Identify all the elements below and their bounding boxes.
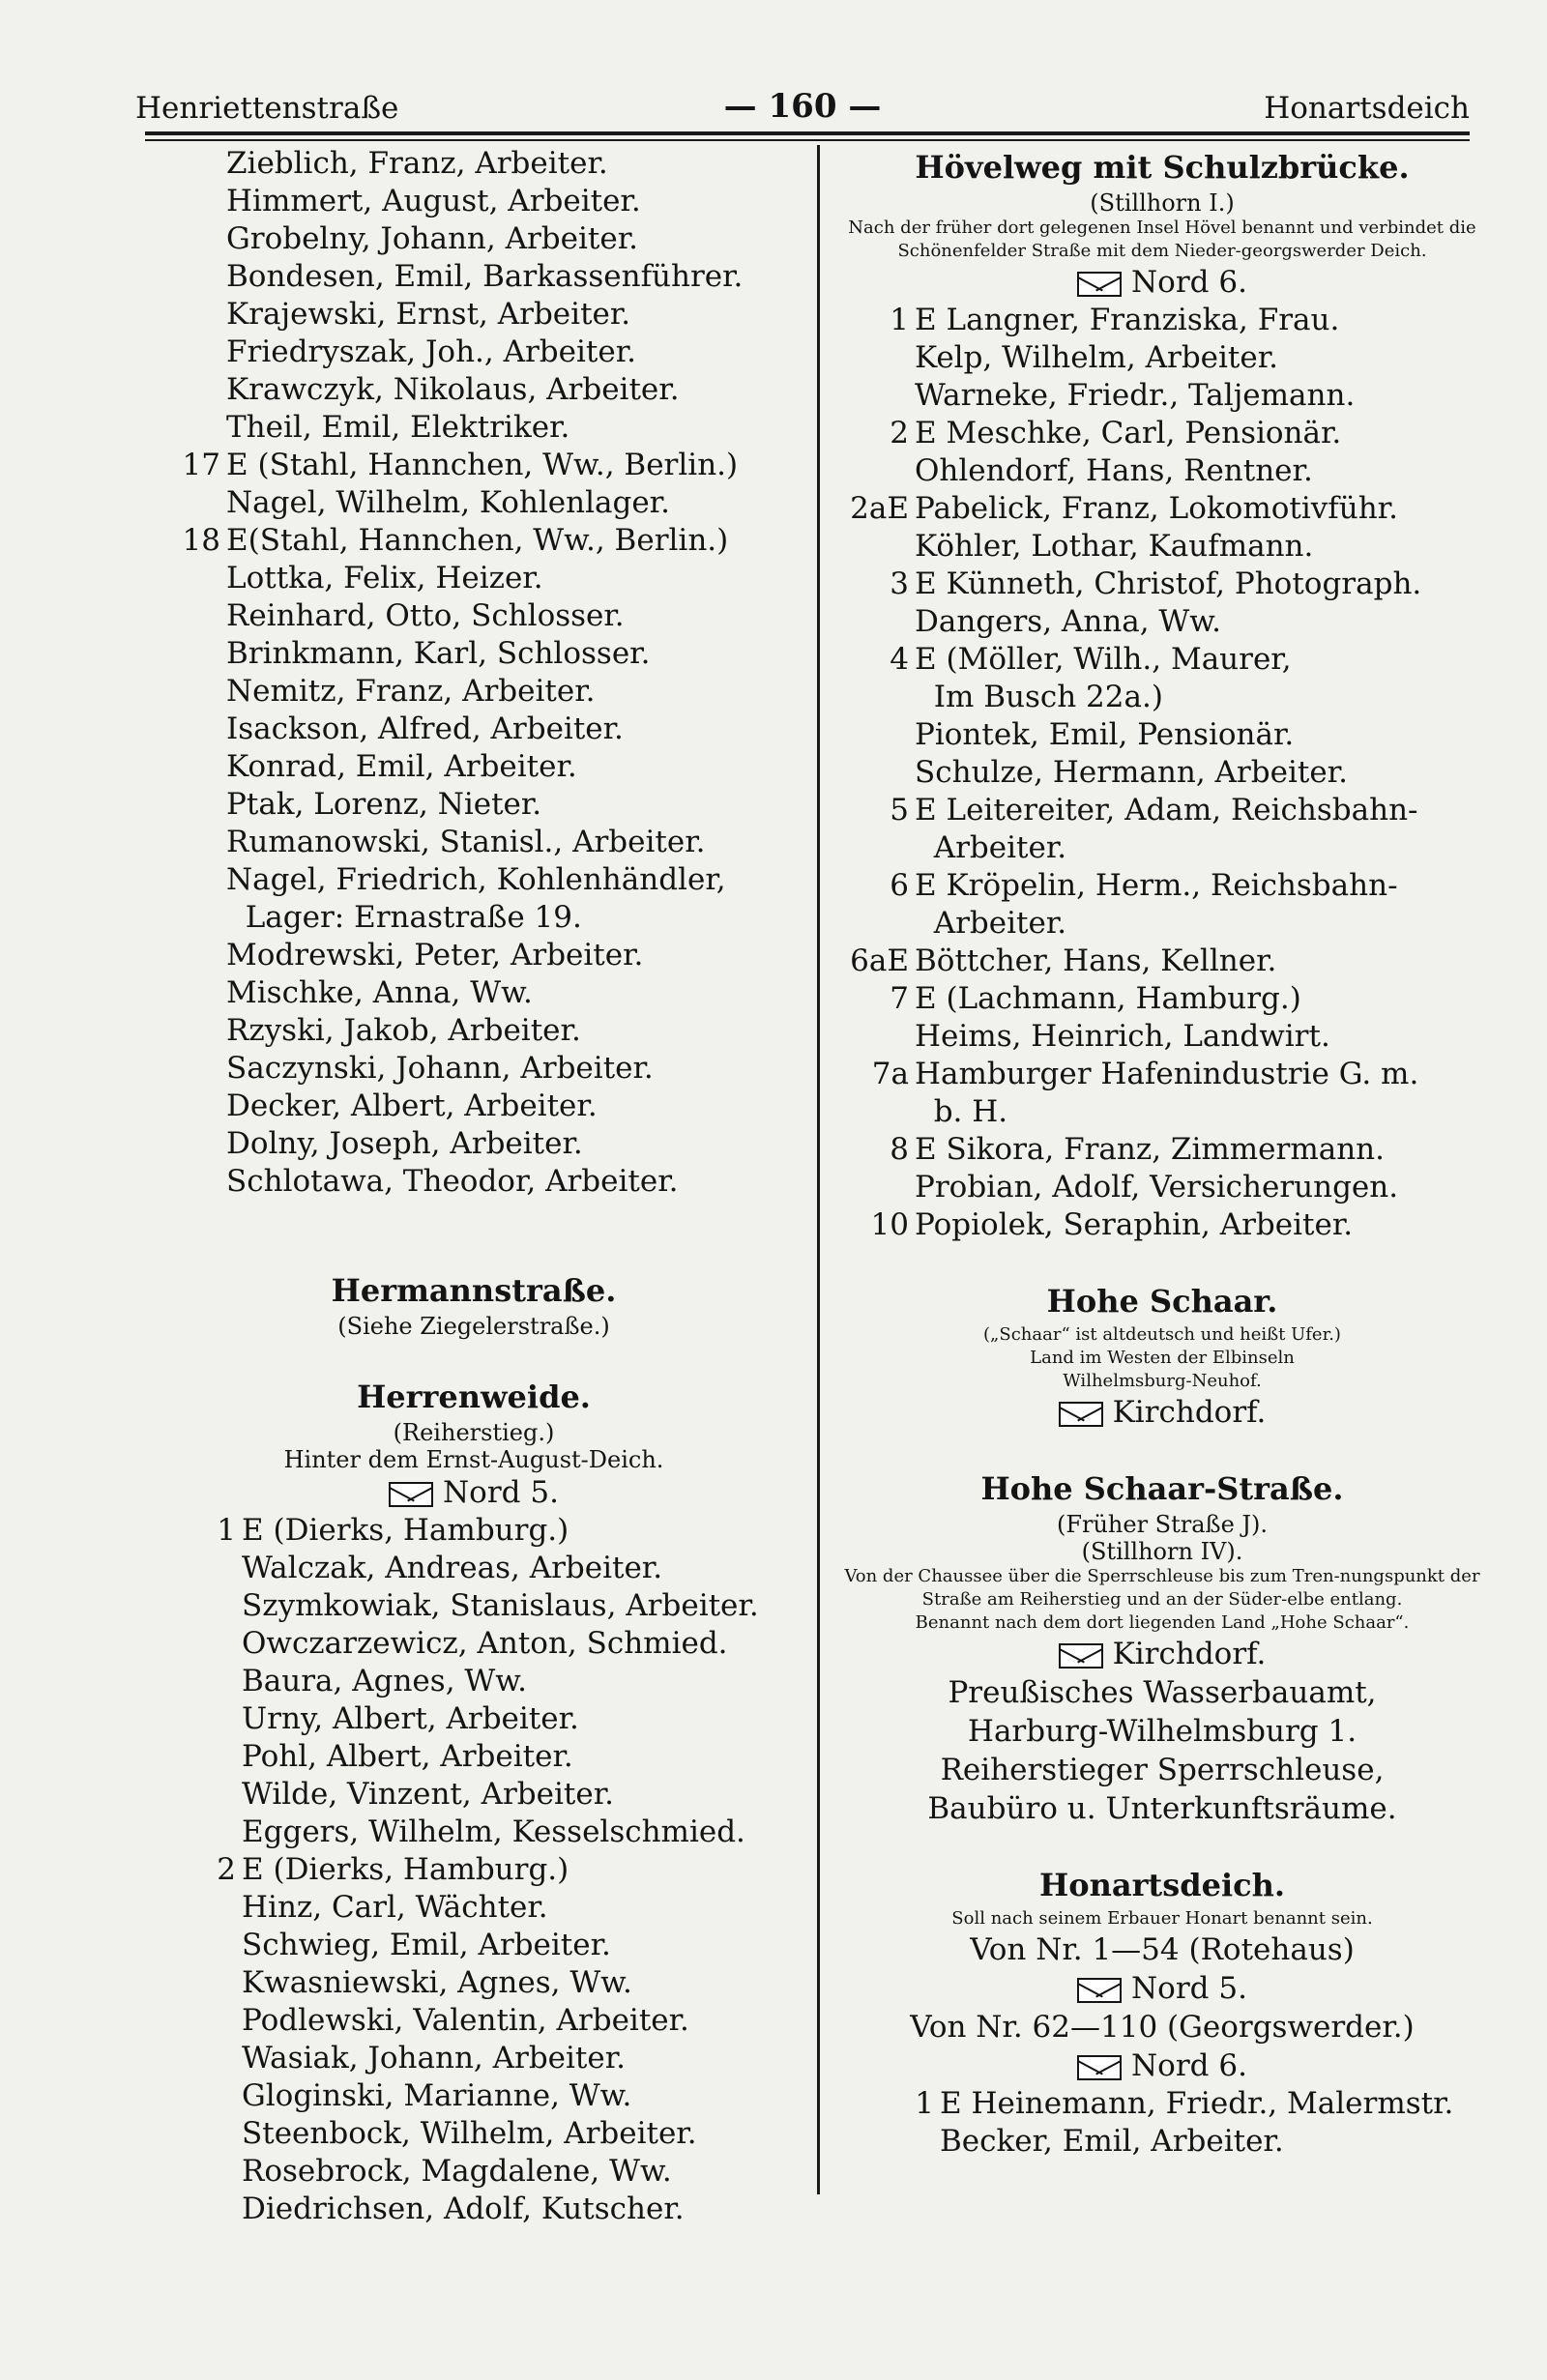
house-number: 1 bbox=[217, 1513, 236, 1548]
entry-text: Lager: Ernastraße 19. bbox=[226, 900, 582, 935]
entry-text: Mischke, Anna, Ww. bbox=[226, 975, 533, 1010]
list-item bbox=[145, 2191, 803, 2228]
entry-text: Probian, Adolf, Versicherungen. bbox=[915, 1170, 1399, 1205]
list-item bbox=[145, 673, 803, 711]
list-item bbox=[833, 1056, 1491, 1093]
list-item bbox=[833, 1131, 1491, 1169]
list-item bbox=[145, 334, 803, 371]
list-item bbox=[145, 937, 803, 974]
list-item bbox=[145, 1625, 803, 1663]
column-divider bbox=[817, 145, 820, 2194]
section-heading-hohe-schaar-strasse: Hohe Schaar-Straße. bbox=[980, 1470, 1344, 1507]
header-left-street: Henriettenstraße bbox=[135, 91, 399, 126]
house-number: 3 bbox=[890, 566, 909, 601]
list-item bbox=[833, 867, 1491, 905]
entry-text: Himmert, August, Arbeiter. bbox=[226, 184, 641, 218]
postal-district-hohe-schaar: Kirchdorf. bbox=[833, 1393, 1491, 1432]
section-note-hohe-schaar-1: („Schaar“ ist altdeutsch und heißt Ufer.) bbox=[983, 1324, 1341, 1345]
entry-text: Ohlendorf, Hans, Rentner. bbox=[915, 453, 1313, 488]
list-item bbox=[145, 1512, 803, 1550]
section-heading-honartsdeich: Honartsdeich. bbox=[1038, 1867, 1285, 1903]
list-item bbox=[833, 302, 1491, 339]
section-sub-hohe-schaar-strasse-1: (Früher Straße J). bbox=[1056, 1511, 1269, 1538]
house-number: 17 bbox=[182, 448, 220, 482]
list-item bbox=[833, 377, 1491, 415]
list-item bbox=[833, 829, 1491, 867]
entry-text: E Leitereiter, Adam, Reichsbahn- bbox=[915, 793, 1418, 827]
list-item bbox=[833, 641, 1491, 679]
list-item bbox=[145, 183, 803, 220]
postal-district-herrenweide: Nord 5. bbox=[145, 1473, 803, 1512]
entry-text: E Meschke, Carl, Pensionär. bbox=[915, 416, 1342, 450]
header-right-street: Honartsdeich bbox=[1264, 91, 1470, 126]
list-item bbox=[145, 2002, 803, 2040]
entry-text: Dolny, Joseph, Arbeiter. bbox=[226, 1126, 583, 1161]
entry-text: Baura, Agnes, Ww. bbox=[242, 1664, 527, 1698]
section-sub-herrenweide: (Reiherstieg.) bbox=[393, 1419, 555, 1446]
list-item bbox=[145, 1776, 803, 1814]
entry-text: Reinhard, Otto, Schlosser. bbox=[226, 598, 625, 633]
list-item bbox=[833, 716, 1491, 754]
list-item bbox=[145, 1663, 803, 1700]
entry-text: Owczarzewicz, Anton, Schmied. bbox=[242, 1626, 728, 1661]
list-item bbox=[145, 522, 803, 560]
house-number: 6 bbox=[890, 868, 909, 903]
section-location-herrenweide: Hinter dem Ernst-August-Deich. bbox=[283, 1446, 664, 1473]
entry-text: E (Dierks, Hamburg.) bbox=[242, 1852, 569, 1887]
list-item bbox=[145, 1012, 803, 1050]
list-item bbox=[833, 603, 1491, 641]
list-item bbox=[833, 1093, 1491, 1131]
envelope-icon bbox=[1059, 1402, 1103, 1427]
list-item bbox=[833, 754, 1491, 792]
list-item bbox=[833, 1206, 1491, 1244]
section-heading-herrenweide: Herrenweide. bbox=[357, 1379, 591, 1415]
list-item bbox=[145, 447, 803, 484]
entry-text: Ptak, Lorenz, Nieter. bbox=[226, 787, 542, 822]
entry-text: E (Dierks, Hamburg.) bbox=[242, 1513, 569, 1548]
entry-text: Arbeiter. bbox=[915, 906, 1067, 941]
list-item bbox=[145, 1700, 803, 1738]
left-column bbox=[145, 145, 803, 2228]
envelope-icon bbox=[389, 1482, 433, 1507]
hohe-schaar-strasse-line: Harburg-Wilhelmsburg 1. bbox=[967, 1714, 1357, 1749]
entry-text: Becker, Emil, Arbeiter. bbox=[940, 2124, 1284, 2159]
section-sub-hohe-schaar-strasse-2: (Stillhorn IV). bbox=[1081, 1538, 1243, 1565]
list-item bbox=[833, 490, 1491, 528]
entry-text: Im Busch 22a.) bbox=[915, 680, 1163, 714]
entry-text: Diedrichsen, Adolf, Kutscher. bbox=[242, 2191, 685, 2226]
list-item bbox=[145, 2040, 803, 2077]
list-item bbox=[145, 861, 803, 899]
entry-text: Dangers, Anna, Ww. bbox=[915, 604, 1222, 639]
entry-text: Schlotawa, Theodor, Arbeiter. bbox=[226, 1164, 679, 1199]
list-item bbox=[145, 1088, 803, 1125]
envelope-icon bbox=[1059, 1643, 1103, 1669]
entry-text: Pohl, Albert, Arbeiter. bbox=[242, 1739, 573, 1774]
house-number: 18 bbox=[182, 523, 220, 558]
entry-text: Rzyski, Jakob, Arbeiter. bbox=[226, 1013, 581, 1048]
hohe-schaar-strasse-line: Reiherstieger Sperrschleuse, bbox=[940, 1753, 1385, 1787]
list-item bbox=[833, 566, 1491, 603]
hoevelweg-list bbox=[833, 302, 1491, 1244]
list-item bbox=[833, 452, 1491, 490]
entry-text: Rumanowski, Stanisl., Arbeiter. bbox=[226, 825, 706, 859]
list-item bbox=[145, 2077, 803, 2115]
entry-text: Szymkowiak, Stanislaus, Arbeiter. bbox=[242, 1588, 759, 1623]
list-item bbox=[145, 899, 803, 937]
envelope-icon bbox=[1077, 2055, 1122, 2080]
range-honartsdeich-1: Von Nr. 1—54 (Rotehaus) bbox=[970, 1932, 1355, 1967]
entry-text: Eggers, Wilhelm, Kesselschmied. bbox=[242, 1814, 745, 1849]
section-note-hohe-schaar-3: Wilhelmsburg-Neuhof. bbox=[1063, 1371, 1262, 1391]
list-item bbox=[145, 1889, 803, 1927]
entry-text: Pabelick, Franz, Lokomotivführ. bbox=[915, 491, 1398, 526]
entry-text: Hinz, Carl, Wächter. bbox=[242, 1890, 548, 1925]
entry-text: E (Möller, Wilh., Maurer, bbox=[915, 642, 1292, 677]
entry-text: Saczynski, Johann, Arbeiter. bbox=[226, 1051, 654, 1086]
section-heading-hohe-schaar: Hohe Schaar. bbox=[1046, 1283, 1278, 1320]
list-item bbox=[833, 415, 1491, 452]
house-number: 7a bbox=[871, 1057, 909, 1091]
house-number: 5 bbox=[890, 793, 909, 827]
range-honartsdeich-2: Von Nr. 62—110 (Georgswerder.) bbox=[910, 2010, 1415, 2045]
entry-text: Urny, Albert, Arbeiter. bbox=[242, 1701, 579, 1736]
entry-text: Lottka, Felix, Heizer. bbox=[226, 561, 543, 595]
entry-text: b. H. bbox=[915, 1094, 1008, 1129]
entry-text: Bondesen, Emil, Barkassenführer. bbox=[226, 259, 744, 294]
list-item bbox=[145, 560, 803, 597]
section-sub-hoevelweg: (Stillhorn I.) bbox=[1090, 189, 1235, 217]
entry-text: Piontek, Emil, Pensionär. bbox=[915, 717, 1295, 752]
entry-text: E Kröpelin, Herm., Reichsbahn- bbox=[915, 868, 1398, 903]
list-item bbox=[833, 1169, 1491, 1206]
list-item bbox=[833, 2085, 1491, 2123]
section-note-hohe-schaar-strasse-2: Benannt nach dem dort liegenden Land „Hohe Schaar“. bbox=[915, 1612, 1410, 1633]
entry-text: Krawczyk, Nikolaus, Arbeiter. bbox=[226, 372, 680, 407]
list-item bbox=[145, 371, 803, 409]
henriette-continued-list bbox=[145, 145, 803, 1201]
house-number: 6aE bbox=[850, 943, 909, 978]
entry-text: Schulze, Hermann, Arbeiter. bbox=[915, 755, 1348, 790]
house-number: 2 bbox=[890, 416, 909, 450]
entry-text: Nagel, Wilhelm, Kohlenlager. bbox=[226, 485, 670, 520]
entry-text: Zieblich, Franz, Arbeiter. bbox=[226, 146, 608, 181]
entry-text: Konrad, Emil, Arbeiter. bbox=[226, 749, 577, 784]
honartsdeich-list bbox=[833, 2085, 1491, 2161]
entry-text: E (Lachmann, Hamburg.) bbox=[915, 981, 1301, 1016]
section-note-hohe-schaar-2: Land im Westen der Elbinseln bbox=[1030, 1348, 1295, 1368]
section-note-hoevelweg: Nach der früher dort gelegenen Insel Hövel benannt und verbindet die Schönenfelder Straße mit dem Nieder-georgswerder Deich. bbox=[848, 218, 1476, 261]
house-number: 8 bbox=[890, 1132, 909, 1167]
hohe-schaar-strasse-line: Baubüro u. Unterkunftsräume. bbox=[927, 1791, 1397, 1826]
house-number: 7 bbox=[890, 981, 909, 1016]
list-item bbox=[145, 1163, 803, 1201]
list-item bbox=[145, 1125, 803, 1163]
postal-district-hoevelweg: Nord 6. bbox=[833, 263, 1491, 302]
house-number: 10 bbox=[870, 1207, 909, 1242]
entry-text: Köhler, Lothar, Kaufmann. bbox=[915, 529, 1314, 564]
envelope-icon bbox=[1077, 272, 1122, 297]
list-item bbox=[833, 943, 1491, 980]
entry-text: Wilde, Vinzent, Arbeiter. bbox=[242, 1777, 614, 1812]
entry-text: E (Stahl, Hannchen, Ww., Berlin.) bbox=[226, 448, 739, 482]
entry-text: Krajewski, Ernst, Arbeiter. bbox=[226, 297, 631, 332]
entry-text: Arbeiter. bbox=[915, 830, 1067, 865]
list-item bbox=[145, 296, 803, 334]
list-item bbox=[145, 1927, 803, 1964]
list-item bbox=[833, 792, 1491, 829]
list-item bbox=[145, 220, 803, 258]
list-item bbox=[145, 145, 803, 183]
header-rule-thin bbox=[145, 139, 1470, 141]
right-column bbox=[833, 145, 1491, 2161]
entry-text: Popiolek, Seraphin, Arbeiter. bbox=[915, 1207, 1354, 1242]
list-item bbox=[833, 2123, 1491, 2161]
entry-text: E Langner, Franziska, Frau. bbox=[915, 303, 1340, 337]
list-item bbox=[833, 1018, 1491, 1056]
entry-text: Isackson, Alfred, Arbeiter. bbox=[226, 711, 624, 746]
entry-text: Walczak, Andreas, Arbeiter. bbox=[242, 1551, 663, 1585]
house-number: 4 bbox=[890, 642, 909, 677]
house-number: 1 bbox=[890, 303, 909, 337]
postal-district-honartsdeich-2: Nord 6. bbox=[833, 2046, 1491, 2085]
entry-text: Heims, Heinrich, Landwirt. bbox=[915, 1019, 1330, 1054]
entry-text: E Sikora, Franz, Zimmermann. bbox=[915, 1132, 1385, 1167]
entry-text: Friedryszak, Joh., Arbeiter. bbox=[226, 334, 636, 369]
entry-text: Schwieg, Emil, Arbeiter. bbox=[242, 1928, 611, 1962]
list-item bbox=[833, 339, 1491, 377]
list-item bbox=[145, 1964, 803, 2002]
postal-district-hohe-schaar-strasse: Kirchdorf. bbox=[833, 1635, 1491, 1673]
entry-text: Warneke, Friedr., Taljemann. bbox=[915, 378, 1356, 413]
list-item bbox=[145, 2153, 803, 2191]
house-number: 2 bbox=[217, 1852, 236, 1887]
list-item bbox=[145, 786, 803, 824]
list-item bbox=[145, 635, 803, 673]
entry-text: Brinkmann, Karl, Schlosser. bbox=[226, 636, 651, 671]
list-item bbox=[833, 528, 1491, 566]
herrenweide-list bbox=[145, 1512, 803, 2228]
list-item bbox=[145, 409, 803, 447]
list-item bbox=[145, 2115, 803, 2153]
section-heading-hermannstrasse: Hermannstraße. bbox=[331, 1272, 617, 1309]
list-item bbox=[145, 484, 803, 522]
list-item bbox=[833, 980, 1491, 1018]
entry-text: Rosebrock, Magdalene, Ww. bbox=[242, 2154, 672, 2189]
list-item bbox=[145, 1587, 803, 1625]
list-item bbox=[145, 258, 803, 296]
list-item bbox=[145, 1814, 803, 1851]
entry-text: Kwasniewski, Agnes, Ww. bbox=[242, 1965, 632, 2000]
entry-text: Decker, Albert, Arbeiter. bbox=[226, 1088, 598, 1123]
list-item bbox=[145, 1738, 803, 1776]
envelope-icon bbox=[1077, 1978, 1122, 2003]
entry-text: Hamburger Hafenindustrie G. m. bbox=[915, 1057, 1419, 1091]
postal-district-honartsdeich-1: Nord 5. bbox=[833, 1969, 1491, 2008]
entry-text: E(Stahl, Hannchen, Ww., Berlin.) bbox=[226, 523, 729, 558]
list-item bbox=[833, 679, 1491, 716]
entry-text: Wasiak, Johann, Arbeiter. bbox=[242, 2041, 627, 2075]
section-note-honartsdeich: Soll nach seinem Erbauer Honart benannt sein. bbox=[951, 1908, 1373, 1929]
house-number: 1 bbox=[915, 2086, 934, 2121]
entry-text: Modrewski, Peter, Arbeiter. bbox=[226, 938, 644, 972]
section-note-hermannstrasse: (Siehe Ziegelerstraße.) bbox=[337, 1313, 610, 1340]
entry-text: Gloginski, Marianne, Ww. bbox=[242, 2078, 632, 2113]
header-rule bbox=[145, 131, 1470, 135]
list-item bbox=[145, 1050, 803, 1088]
list-item bbox=[833, 905, 1491, 943]
page-header bbox=[135, 83, 1470, 131]
entry-text: Theil, Emil, Elektriker. bbox=[226, 410, 570, 445]
entry-text: Kelp, Wilhelm, Arbeiter. bbox=[915, 340, 1278, 375]
entry-text: Nemitz, Franz, Arbeiter. bbox=[226, 674, 596, 709]
entry-text: Grobelny, Johann, Arbeiter. bbox=[226, 221, 638, 256]
list-item bbox=[145, 1550, 803, 1587]
entry-text: Böttcher, Hans, Kellner. bbox=[915, 943, 1277, 978]
entry-text: E Künneth, Christof, Photograph. bbox=[915, 566, 1422, 601]
page-number: — 160 — bbox=[723, 87, 882, 126]
list-item bbox=[145, 974, 803, 1012]
house-number: 2aE bbox=[850, 491, 909, 526]
section-note-hohe-schaar-strasse-1: Von der Chaussee über die Sperrschleuse bis zum Tren-nungspunkt der Straße am Reiherstieg und an der Süder-elbe entlang. bbox=[844, 1566, 1480, 1610]
entry-text: Nagel, Friedrich, Kohlenhändler, bbox=[226, 862, 726, 897]
entry-text: Steenbock, Wilhelm, Arbeiter. bbox=[242, 2116, 697, 2151]
list-item bbox=[145, 824, 803, 861]
hohe-schaar-strasse-line: Preußisches Wasserbauamt, bbox=[948, 1675, 1377, 1710]
entry-text: Podlewski, Valentin, Arbeiter. bbox=[242, 2003, 689, 2038]
list-item bbox=[145, 748, 803, 786]
list-item bbox=[145, 597, 803, 635]
list-item bbox=[145, 1851, 803, 1889]
list-item bbox=[145, 711, 803, 748]
entry-text: E Heinemann, Friedr., Malermstr. bbox=[940, 2086, 1454, 2121]
section-heading-hoevelweg: Hövelweg mit Schulzbrücke. bbox=[915, 149, 1410, 186]
